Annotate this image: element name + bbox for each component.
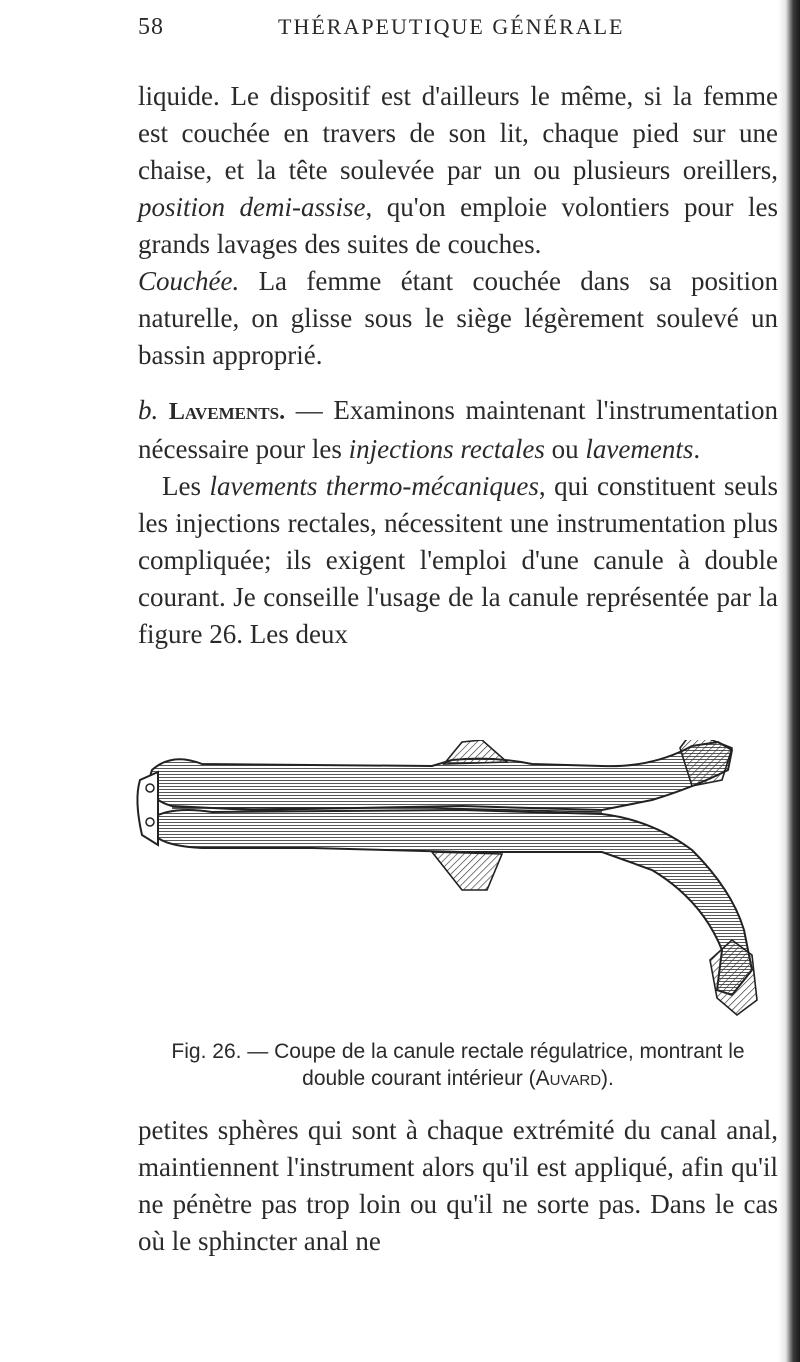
paragraph-4-italic: lavements thermo-mécaniques [209,471,539,501]
paragraph-1-italic: position demi-assise [138,192,366,222]
page-number: 58 [138,14,164,40]
canula-upper-wall [150,740,733,810]
paragraph-3-text-c: . [693,434,701,464]
paragraph-3 [138,392,778,468]
canula-lower-wall [151,810,757,1015]
paragraph-2-italic: Couchée. [138,266,240,296]
paragraph-1-text-a: liquide. Le dispositif est d'ailleurs le même, si la femme est couchée en travers de son lit, chaque pied sur une chaise, et la tête soulevée par un ou plusieurs oreillers, [138,81,778,185]
paragraph-3-text-b: ou [544,434,586,464]
paragraph-4-text-b: , qui constituent seuls les injections rectales, nécessitent une instrumentation plus compliquée; ils exigent l'emploi d'une canule à double courant. Je conseille l'usage de la canule représentée par la figure 26. Les deux [138,471,779,649]
paragraph-1 [138,78,778,263]
canula-left-tip [137,772,158,845]
paragraph-2 [138,263,778,374]
paragraph-4-text-a: Les [162,471,210,501]
body-text-bottom [138,1112,778,1260]
section-letter: b. [138,395,159,425]
figure-caption-text: Fig. 26. — Coupe de la canule rectale régulatrice, montrant le double courant intérieur ( [171,1040,745,1090]
paragraph-2-text: La femme étant couchée dans sa position naturelle, on glisse sous le siège légèrement soulevé un bassin approprié. [138,266,778,370]
figure-caption-end: ). [601,1067,614,1090]
paragraph-1-text-b: , qu'on emploie volontiers pour les grands lavages des suites de couches. [138,192,778,259]
body-text-top [138,78,778,653]
canula-figure [132,740,764,1030]
figure-caption-author: Auvard [535,1067,602,1090]
paragraph-3-text-a: — Examinons maintenant l'instrumentation nécessaire pour les [138,395,778,464]
figure-caption [138,1038,778,1092]
running-header [138,14,778,54]
running-title: THÉRAPEUTIQUE GÉNÉRALE [278,14,625,39]
paragraph-4 [138,468,778,653]
page-binding-edge [778,0,800,1362]
paragraph-3-italic-a: injections rectales [348,434,545,464]
paragraph-3-italic-b: lavements [585,434,694,464]
paragraph-5: petites sphères qui sont à chaque extrémité du canal anal, maintiennent l'instrument alors qu'il est appliqué, afin qu'il ne pénètre pas trop loin ou qu'il ne sorte pas. Dans le cas où le sphincter anal ne [138,1115,778,1256]
section-heading: Lavements. [168,399,286,425]
